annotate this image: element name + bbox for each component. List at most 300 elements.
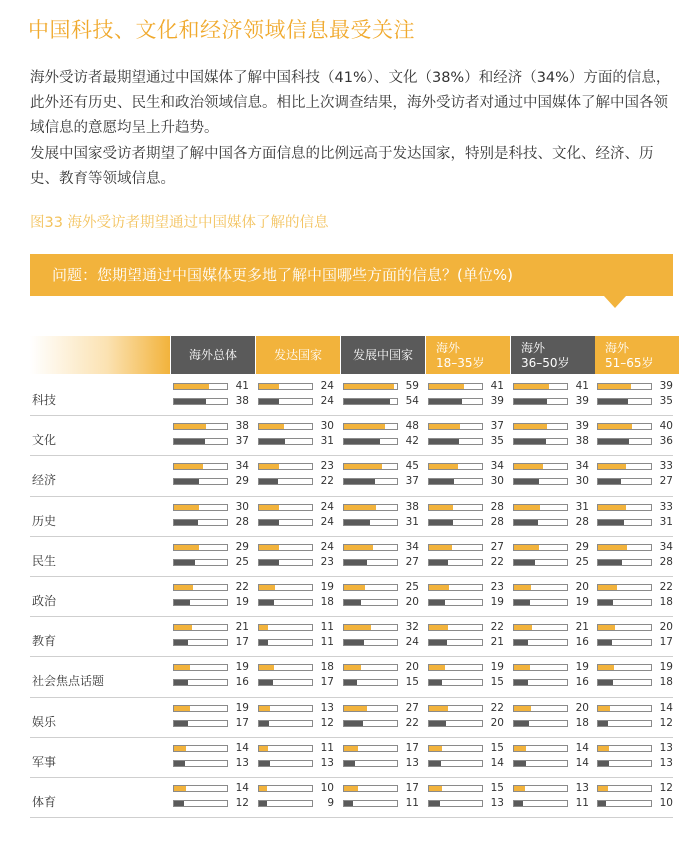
data-label: 39 xyxy=(659,380,673,392)
bar xyxy=(259,600,274,605)
question-banner xyxy=(30,254,673,296)
data-label: 41 xyxy=(575,380,589,392)
bar-track xyxy=(428,679,483,686)
bar xyxy=(259,761,270,766)
bar xyxy=(344,545,373,550)
bar-track xyxy=(343,599,398,606)
data-label: 54 xyxy=(405,395,419,407)
bar xyxy=(598,706,610,711)
bar-track xyxy=(597,478,652,485)
column-header: 海外 18–35岁 xyxy=(426,336,510,374)
data-label: 38 xyxy=(575,435,589,448)
bar xyxy=(514,786,525,791)
bar-track xyxy=(173,519,228,526)
row-divider xyxy=(30,656,673,657)
bar-track xyxy=(258,599,313,606)
data-label: 17 xyxy=(320,676,334,689)
data-label: 37 xyxy=(405,475,419,488)
bar-track xyxy=(513,398,568,405)
data-label: 16 xyxy=(235,676,249,689)
data-label: 30 xyxy=(320,420,334,433)
bar xyxy=(514,464,543,469)
bar-track xyxy=(428,463,483,470)
data-label: 11 xyxy=(320,741,334,754)
bar xyxy=(429,706,448,711)
bar-track xyxy=(597,398,652,405)
bar-track xyxy=(258,720,313,727)
bar-track xyxy=(173,705,228,712)
bar xyxy=(174,786,186,791)
bar-track xyxy=(173,720,228,727)
bar-track xyxy=(428,705,483,712)
question-banner-pointer xyxy=(604,296,626,308)
data-label: 23 xyxy=(490,581,504,593)
bar-track xyxy=(597,544,652,551)
bar xyxy=(598,520,624,525)
bar-track xyxy=(258,383,313,390)
bar xyxy=(598,786,608,791)
bar-track xyxy=(513,624,568,631)
bar xyxy=(514,665,530,670)
data-label: 17 xyxy=(659,636,673,649)
data-label: 28 xyxy=(575,515,589,528)
bar xyxy=(429,665,445,670)
bar-track xyxy=(428,544,483,551)
row-divider xyxy=(30,455,673,456)
bar xyxy=(429,680,442,685)
bar xyxy=(259,625,268,630)
bar-track xyxy=(597,559,652,566)
bar xyxy=(514,801,523,806)
bar-track xyxy=(258,639,313,646)
bar-track xyxy=(343,398,398,405)
bar xyxy=(174,424,206,429)
bar-track xyxy=(428,639,483,646)
data-label: 13 xyxy=(235,756,249,769)
bar-track xyxy=(258,478,313,485)
bar-track xyxy=(597,785,652,792)
bar xyxy=(514,585,531,590)
bar xyxy=(514,706,531,711)
bar xyxy=(259,665,274,670)
bar xyxy=(598,424,632,429)
bar-track xyxy=(258,504,313,511)
data-label: 13 xyxy=(575,782,589,794)
bar xyxy=(344,721,363,726)
bar-track xyxy=(258,544,313,551)
bar-track xyxy=(513,745,568,752)
data-label: 13 xyxy=(490,797,504,809)
data-label: 17 xyxy=(405,741,419,754)
bar-track xyxy=(513,504,568,511)
data-label: 16 xyxy=(575,636,589,649)
data-label: 21 xyxy=(235,621,249,634)
bar-track xyxy=(513,423,568,430)
bar xyxy=(514,545,539,550)
bar-track xyxy=(597,438,652,445)
bar xyxy=(344,520,370,525)
data-label: 22 xyxy=(235,581,249,593)
bar xyxy=(174,505,199,510)
bar-track xyxy=(173,745,228,752)
data-label: 36 xyxy=(659,435,673,448)
data-label: 10 xyxy=(659,797,673,809)
data-label: 19 xyxy=(235,661,249,674)
bar-track xyxy=(428,664,483,671)
bar xyxy=(344,786,358,791)
row-divider xyxy=(30,616,673,617)
bar xyxy=(514,560,535,565)
bar xyxy=(514,721,529,726)
bar xyxy=(514,439,546,444)
category-label: 科技 xyxy=(32,393,57,407)
bar xyxy=(598,479,621,484)
bar xyxy=(259,479,278,484)
bar-track xyxy=(597,463,652,470)
bar-track xyxy=(343,504,398,511)
data-label: 22 xyxy=(490,621,504,634)
bar xyxy=(259,786,267,791)
data-label: 34 xyxy=(575,460,589,473)
bar-track xyxy=(343,624,398,631)
bar-track xyxy=(428,785,483,792)
bar-track xyxy=(597,639,652,646)
data-label: 31 xyxy=(575,500,589,513)
data-label: 12 xyxy=(320,716,334,729)
bar-track xyxy=(428,504,483,511)
column-header: 发达国家 xyxy=(256,336,340,374)
bar-track xyxy=(343,785,398,792)
row-divider xyxy=(30,415,673,416)
bar-track xyxy=(428,559,483,566)
bar-track xyxy=(597,705,652,712)
data-label: 22 xyxy=(405,716,419,729)
data-label: 14 xyxy=(659,701,673,714)
bar xyxy=(514,680,528,685)
data-label: 18 xyxy=(320,661,334,674)
data-label: 16 xyxy=(575,676,589,689)
data-label: 11 xyxy=(575,797,589,809)
bar xyxy=(259,424,284,429)
bar-track xyxy=(513,639,568,646)
data-label: 29 xyxy=(235,475,249,488)
bar xyxy=(174,560,195,565)
bar xyxy=(598,746,609,751)
bar-track xyxy=(428,438,483,445)
bar xyxy=(598,560,622,565)
data-label: 24 xyxy=(320,515,334,528)
bar-track xyxy=(173,664,228,671)
bar-track xyxy=(343,745,398,752)
data-label: 15 xyxy=(490,782,504,794)
bar xyxy=(429,479,454,484)
bar xyxy=(514,600,530,605)
bar xyxy=(174,746,186,751)
bar-track xyxy=(597,664,652,671)
bar-track xyxy=(513,544,568,551)
bar xyxy=(259,560,279,565)
data-label: 19 xyxy=(659,661,673,674)
bar xyxy=(429,786,442,791)
data-label: 32 xyxy=(405,621,419,634)
data-label: 9 xyxy=(327,797,334,809)
bar xyxy=(344,439,380,444)
bar-track xyxy=(258,438,313,445)
category-label: 娱乐 xyxy=(32,714,57,729)
data-label: 18 xyxy=(320,596,334,608)
data-label: 12 xyxy=(659,782,673,794)
bar-track xyxy=(173,383,228,390)
data-label: 33 xyxy=(659,500,673,513)
bar-track xyxy=(343,423,398,430)
data-label: 13 xyxy=(659,756,673,769)
bar-track xyxy=(428,423,483,430)
bar-track xyxy=(173,785,228,792)
bar xyxy=(598,600,613,605)
data-label: 18 xyxy=(659,676,673,689)
data-label: 20 xyxy=(405,661,419,674)
data-label: 10 xyxy=(320,782,334,794)
row-divider xyxy=(30,536,673,537)
data-label: 11 xyxy=(405,797,419,809)
bar xyxy=(344,479,375,484)
data-label: 41 xyxy=(235,380,249,392)
bar xyxy=(259,520,279,525)
data-label: 25 xyxy=(405,581,419,593)
bar xyxy=(344,424,385,429)
bar-track xyxy=(513,760,568,767)
data-label: 35 xyxy=(659,395,673,407)
column-header: 海外 36–50岁 xyxy=(511,336,595,374)
bar xyxy=(598,384,631,389)
bar xyxy=(429,545,452,550)
bar xyxy=(429,384,464,389)
data-label: 11 xyxy=(320,621,334,634)
bar-track xyxy=(428,760,483,767)
bar xyxy=(429,801,440,806)
data-label: 42 xyxy=(405,435,419,448)
data-label: 59 xyxy=(405,380,419,392)
bar xyxy=(344,746,358,751)
bar xyxy=(598,721,608,726)
bar xyxy=(598,680,613,685)
bar xyxy=(429,424,460,429)
bar-track xyxy=(343,438,398,445)
bar xyxy=(259,746,268,751)
bar-track xyxy=(258,679,313,686)
row-divider xyxy=(30,496,673,497)
data-label: 14 xyxy=(575,756,589,769)
data-label: 18 xyxy=(659,596,673,608)
bar-track xyxy=(343,584,398,591)
bar-track xyxy=(173,559,228,566)
bar-track xyxy=(258,423,313,430)
bar xyxy=(174,464,203,469)
data-label: 37 xyxy=(235,435,249,448)
data-label: 34 xyxy=(490,460,504,473)
bar-track xyxy=(513,785,568,792)
data-label: 27 xyxy=(490,540,504,553)
data-label: 13 xyxy=(659,741,673,754)
bar xyxy=(259,439,285,444)
bar xyxy=(344,560,367,565)
bar-track xyxy=(513,463,568,470)
bar-track xyxy=(428,720,483,727)
bar xyxy=(259,399,279,404)
bar xyxy=(259,706,270,711)
bar-track xyxy=(343,760,398,767)
data-label: 14 xyxy=(490,756,504,769)
bar-track xyxy=(597,383,652,390)
bar-track xyxy=(597,584,652,591)
category-label: 民生 xyxy=(32,553,57,568)
data-label: 11 xyxy=(320,636,334,649)
data-label: 12 xyxy=(235,797,249,809)
data-label: 28 xyxy=(659,555,673,568)
bar-track xyxy=(513,478,568,485)
data-label: 30 xyxy=(490,475,504,488)
data-label: 25 xyxy=(575,555,589,568)
bar-track xyxy=(258,664,313,671)
bar-track xyxy=(428,584,483,591)
data-label: 41 xyxy=(490,380,504,392)
bar xyxy=(344,706,367,711)
category-label: 体育 xyxy=(32,795,57,809)
bar-track xyxy=(428,800,483,807)
bar xyxy=(429,746,442,751)
bar-track xyxy=(428,478,483,485)
bar-track xyxy=(173,679,228,686)
bar-track xyxy=(258,800,313,807)
data-label: 20 xyxy=(575,581,589,593)
data-label: 48 xyxy=(405,420,419,433)
bar-track xyxy=(173,423,228,430)
bar-track xyxy=(513,559,568,566)
bar-track xyxy=(428,599,483,606)
bar xyxy=(174,439,205,444)
bar-track xyxy=(513,705,568,712)
bar-track xyxy=(597,519,652,526)
data-label: 34 xyxy=(235,460,249,473)
bar-track xyxy=(258,785,313,792)
data-label: 22 xyxy=(490,701,504,714)
bar-track xyxy=(343,463,398,470)
bar xyxy=(259,505,279,510)
data-label: 14 xyxy=(235,782,249,794)
bar-track xyxy=(173,584,228,591)
bar-track xyxy=(513,720,568,727)
data-label: 17 xyxy=(235,716,249,729)
bar-track xyxy=(343,544,398,551)
data-label: 12 xyxy=(659,716,673,729)
bar-track xyxy=(513,599,568,606)
bar-track xyxy=(597,800,652,807)
bar xyxy=(174,384,209,389)
category-label: 经济 xyxy=(32,473,57,488)
bar xyxy=(514,625,532,630)
bar xyxy=(598,439,629,444)
bar xyxy=(429,640,447,645)
bar-track xyxy=(597,679,652,686)
bar xyxy=(598,505,626,510)
bar-track xyxy=(173,504,228,511)
bar-track xyxy=(343,383,398,390)
bar-track xyxy=(513,679,568,686)
question-text: 问题：您期望通过中国媒体更多地了解中国哪些方面的信息？(单位%) xyxy=(52,266,513,284)
bar-track xyxy=(343,705,398,712)
bar-track xyxy=(343,639,398,646)
data-label: 24 xyxy=(320,395,334,407)
data-label: 18 xyxy=(575,716,589,729)
data-label: 17 xyxy=(405,782,419,794)
data-label: 20 xyxy=(405,596,419,608)
bar xyxy=(598,801,606,806)
data-label: 28 xyxy=(490,515,504,528)
bar xyxy=(429,464,458,469)
bar-track xyxy=(173,760,228,767)
data-label: 22 xyxy=(490,555,504,568)
data-label: 15 xyxy=(490,676,504,689)
bar xyxy=(598,665,614,670)
bar xyxy=(514,520,538,525)
bar xyxy=(514,424,547,429)
bar xyxy=(429,560,448,565)
data-label: 33 xyxy=(659,460,673,473)
bar xyxy=(429,520,453,525)
bar-track xyxy=(428,398,483,405)
bar-track xyxy=(343,519,398,526)
bar-track xyxy=(173,639,228,646)
data-label: 19 xyxy=(490,661,504,674)
category-label: 政治 xyxy=(32,594,57,608)
bar xyxy=(174,520,198,525)
data-label: 30 xyxy=(575,475,589,488)
bar xyxy=(344,680,357,685)
data-label: 38 xyxy=(405,500,419,513)
bar-track xyxy=(513,438,568,445)
bar xyxy=(259,680,273,685)
bar xyxy=(174,721,188,726)
bar-track xyxy=(258,584,313,591)
data-label: 21 xyxy=(490,636,504,649)
data-label: 22 xyxy=(320,475,334,488)
category-label: 社会焦点话题 xyxy=(32,674,105,689)
data-label: 38 xyxy=(235,395,249,407)
bar xyxy=(174,706,190,711)
column-header: 海外 51–65岁 xyxy=(595,336,679,374)
data-label: 34 xyxy=(659,540,673,553)
bar xyxy=(514,761,526,766)
bar-track xyxy=(343,720,398,727)
data-label: 13 xyxy=(405,756,419,769)
figure-caption: 图33 海外受访者期望通过中国媒体了解的信息 xyxy=(30,215,329,231)
data-label: 22 xyxy=(659,581,673,593)
data-label: 25 xyxy=(235,555,249,568)
row-divider xyxy=(30,817,673,818)
data-label: 27 xyxy=(659,475,673,488)
data-label: 23 xyxy=(320,460,334,473)
bar xyxy=(259,640,268,645)
bar xyxy=(344,384,394,389)
bar xyxy=(598,464,626,469)
bar-track xyxy=(343,664,398,671)
bar xyxy=(174,479,199,484)
column-header: 发展中国家 xyxy=(341,336,425,374)
data-label: 14 xyxy=(235,741,249,754)
paragraph-2: 发展中国家受访者期望了解中国各方面信息的比例远高于发达国家，特别是科技、文化、经济、历史、教育等领域信息。 xyxy=(30,146,654,187)
bar xyxy=(429,625,448,630)
bar-track xyxy=(343,478,398,485)
